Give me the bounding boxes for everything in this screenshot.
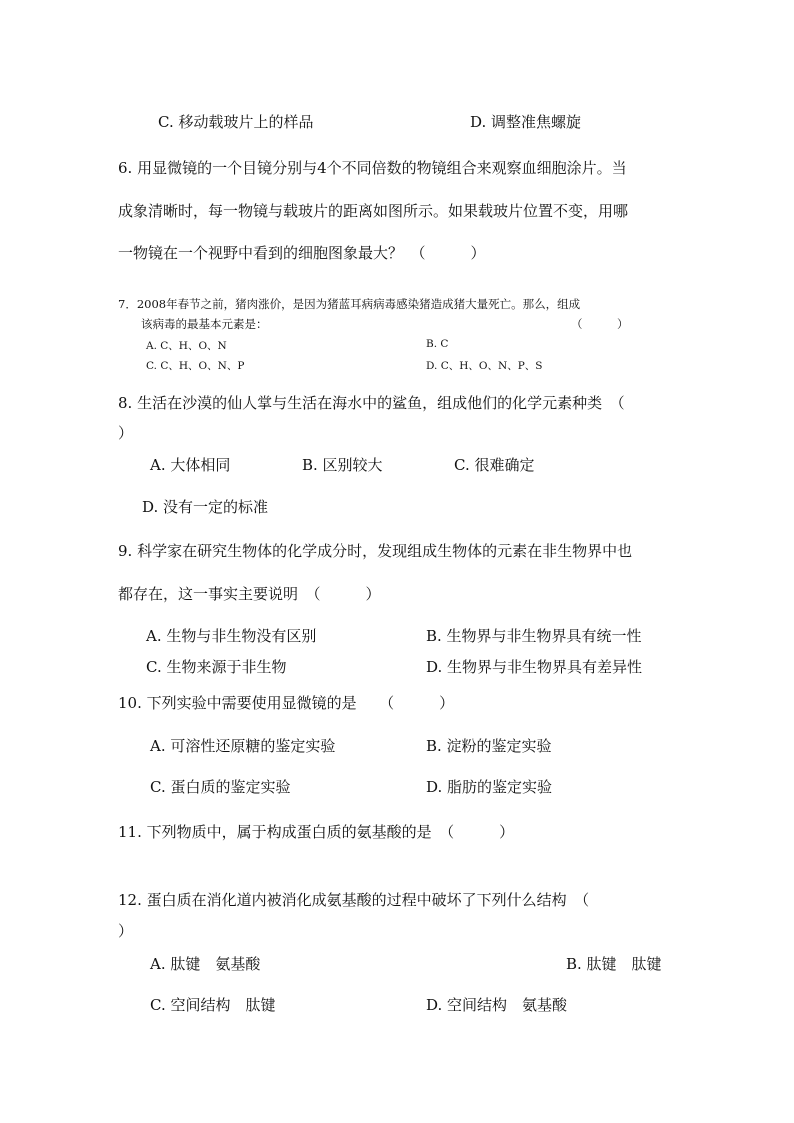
q12-option-b: B. 肽键 肽键 (566, 955, 662, 973)
q12-option-c: C. 空间结构 肽键 (150, 996, 276, 1014)
q12-option-d: D. 空间结构 氨基酸 (426, 996, 568, 1014)
q5-option-d: D. 调整准焦螺旋 (470, 113, 582, 131)
q9-option-d: D. 生物界与非生物界具有差异性 (426, 658, 643, 676)
q6-line-2: 成象清晰时，每一物镜与载玻片的距离如图所示。如果载玻片位置不变，用哪 (118, 202, 629, 220)
q8-line-2: ） (118, 424, 134, 442)
q10-option-b: B. 淀粉的鉴定实验 (426, 737, 552, 755)
q9-line-2: 都存在，这一事实主要说明 （ ） (118, 585, 381, 603)
q8-option-a: A. 大体相同 (150, 456, 231, 474)
q5-option-c: C. 移动载玻片上的样品 (158, 113, 314, 131)
q6-line-3: 一物镜在一个视野中看到的细胞图象最大？ （ ） (118, 244, 486, 262)
q8-option-c: C. 很难确定 (454, 456, 535, 474)
q12-line-1: 12. 蛋白质在消化道内被消化成氨基酸的过程中破坏了下列什么结构 （ (118, 891, 590, 909)
q9-option-c: C. 生物来源于非生物 (146, 658, 287, 676)
q7-option-d: D. C、H、O、N、P、S (426, 360, 543, 372)
q8-line-1: 8. 生活在沙漠的仙人掌与生活在海水中的鲨鱼，组成他们的化学元素种类 （ (118, 394, 625, 412)
q9-option-a: A. 生物与非生物没有区别 (146, 627, 317, 645)
q8-option-d: D. 没有一定的标准 (142, 498, 269, 516)
q7-option-c: C. C、H、O、N、P (146, 360, 245, 372)
q10-option-a: A. 可溶性还原糖的鉴定实验 (150, 737, 336, 755)
q10-option-d: D. 脂肪的鉴定实验 (426, 778, 553, 796)
q10-option-c: C. 蛋白质的鉴定实验 (150, 778, 291, 796)
q12-line-2: ） (118, 922, 134, 940)
q7-line-1: 7．2008年春节之前，猪肉涨价，是因为猪蓝耳病病毒感染猪造成猪大量死亡。那么，组成 (118, 297, 581, 311)
q6-line-1: 6. 用显微镜的一个目镜分别与4个不同倍数的物镜组合来观察血细胞涂片。当 (118, 159, 627, 177)
q12-option-a: A. 肽键 氨基酸 (150, 955, 261, 973)
q7-option-b: B. C (426, 338, 449, 350)
q7-bracket: （ ） (571, 317, 629, 331)
q10-line-1: 10. 下列实验中需要使用显微镜的是 （ ） (118, 694, 455, 712)
q7-option-a: A. C、H、O、N (146, 340, 227, 352)
q11-line-1: 11. 下列物质中，属于构成蛋白质的氨基酸的是 （ ） (118, 823, 515, 841)
q8-option-b: B. 区别较大 (302, 456, 383, 474)
q7-line-2: 该病毒的最基本元素是： (141, 317, 268, 331)
q9-option-b: B. 生物界与非生物界具有统一性 (426, 627, 642, 645)
q9-line-1: 9. 科学家在研究生物体的化学成分时，发现组成生物体的元素在非生物界中也 (118, 542, 633, 560)
